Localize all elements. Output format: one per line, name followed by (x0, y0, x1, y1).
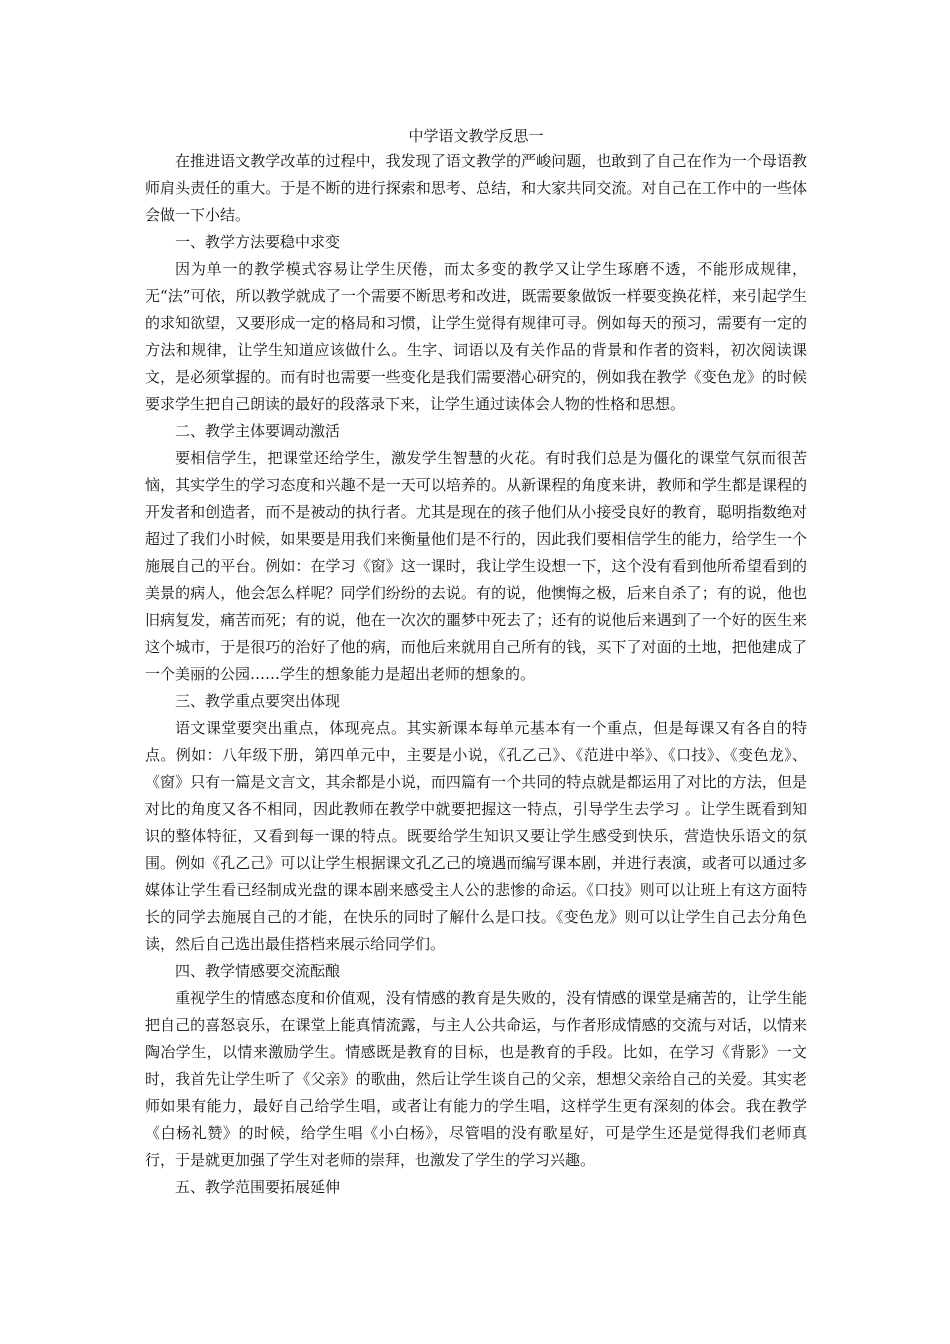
section-heading-1: 一、教学方法要稳中求变 (175, 233, 341, 251)
document-page (145, 124, 807, 1201)
section-body-2: 要相信学生，把课堂还给学生，激发学生智慧的火花。有时我们总是为僵化的课堂气氛而很苦恼，其实学生的学习态度和兴趣不是一天可以培养的。从新课程的角度来讲，教师和学生都是课程的开发者和创造者，而不是被动的执行者。尤其是现在的孩子他们从小接受良好的教育，聪明指数绝对超过了我们小时候，如果要是用我们来衡量他们是不行的，因此我们要相信学生的能力，给学生一个施展自己的平台。例如：在学习《窗》这一课时，我让学生设想一下，这个没有看到他所希望看到的美景的病人，他会怎么样呢？同学们纷纷的去说。有的说，他懊悔之极，后来自杀了；有的说，他也旧病复发，痛苦而死；有的说，他在一次次的噩梦中死去了；还有的说他后来遇到了一个好的医生来这个城市，于是很巧的治好了他的病，而他后来就用自己所有的钱，买下了对面的土地，把他建成了一个美丽的公园……学生的想象能力是超出老师的想象的。 (145, 449, 807, 683)
section-body-3: 语文课堂要突出重点，体现亮点。其实新课本每单元基本有一个重点，但是每课又有各自的特点。例如：八年级下册，第四单元中，主要是小说，《孔乙己》、《范进中举》、《口技》、《变色龙》、《窗》只有一篇是文言文，其余都是小说，而四篇有一个共同的特点就是都运用了对比的方法，但是对比的角度又各不相同，因此教师在教学中就要把握这一特点，引导学生去学习 。让学生既看到知识的整体特征，又看到每一课的特点。既要给学生知识又要让学生感受到快乐，营造快乐语文的氛围。例如《孔乙己》可以让学生根据课文孔乙己的境遇而编写课本剧，并进行表演，或者可以通过多媒体让学生看已经制成光盘的课本剧来感受主人公的悲惨的命运。《口技》则可以让班上有这方面特长的同学去施展自己的才能，在快乐的同时了解什么是口技。《变色龙》则可以让学生自己去分角色读，然后自己选出最佳搭档来展示给同学们。 (145, 719, 807, 953)
section-body-4: 重视学生的情感态度和价值观，没有情感的教育是失败的，没有情感的课堂是痛苦的，让学生能把自己的喜怒哀乐，在课堂上能真情流露，与主人公共命运，与作者形成情感的交流与对话，以情来陶冶学生，以情来激励学生。情感既是教育的目标，也是教育的手段。比如，在学习《背影》一文时，我首先让学生听了《父亲》的歌曲，然后让学生谈自己的父亲，想想父亲给自己的关爱。其实老师如果有能力，最好自己给学生唱，或者让有能力的学生唱，这样学生更有深刻的体会。我在教学《白杨礼赞》的时候，给学生唱《小白杨》，尽管唱的没有歌星好，可是学生还是觉得我们老师真行，于是就更加强了学生对老师的崇拜，也激发了学生的学习兴趣。 (145, 989, 807, 1169)
document-title: 中学语文教学反思一 (408, 127, 544, 145)
section-heading-4: 四、教学情感要交流酝酿 (175, 962, 341, 980)
section-heading-5: 五、教学范围要拓展延伸 (175, 1178, 341, 1196)
section-heading-2: 二、教学主体要调动激活 (175, 422, 341, 440)
intro-paragraph: 在推进语文教学改革的过程中，我发现了语文教学的严峻问题，也敢到了自己在作为一个母语教师肩头责任的重大。于是不断的进行探索和思考、总结，和大家共同交流。对自己在工作中的一些体会做一下小结。 (145, 152, 807, 224)
section-heading-3: 三、教学重点要突出体现 (175, 692, 341, 710)
section-body-1: 因为单一的教学模式容易让学生厌倦，而太多变的教学又让学生琢磨不透，不能形成规律，无“法”可依，所以教学就成了一个需要不断思考和改进，既需要象做饭一样要变换花样，来引起学生的求知欲望，又要形成一定的格局和习惯，让学生觉得有规律可寻。例如每天的预习，需要有一定的方法和规律，让学生知道应该做什么。生字、词语以及有关作品的背景和作者的资料，初次阅读课文，是必须掌握的。而有时也需要一些变化是我们需要潜心研究的，例如我在教学《变色龙》的时候要求学生把自己朗读的最好的段落录下来，让学生通过读体会人物的性格和思想。 (145, 260, 807, 413)
